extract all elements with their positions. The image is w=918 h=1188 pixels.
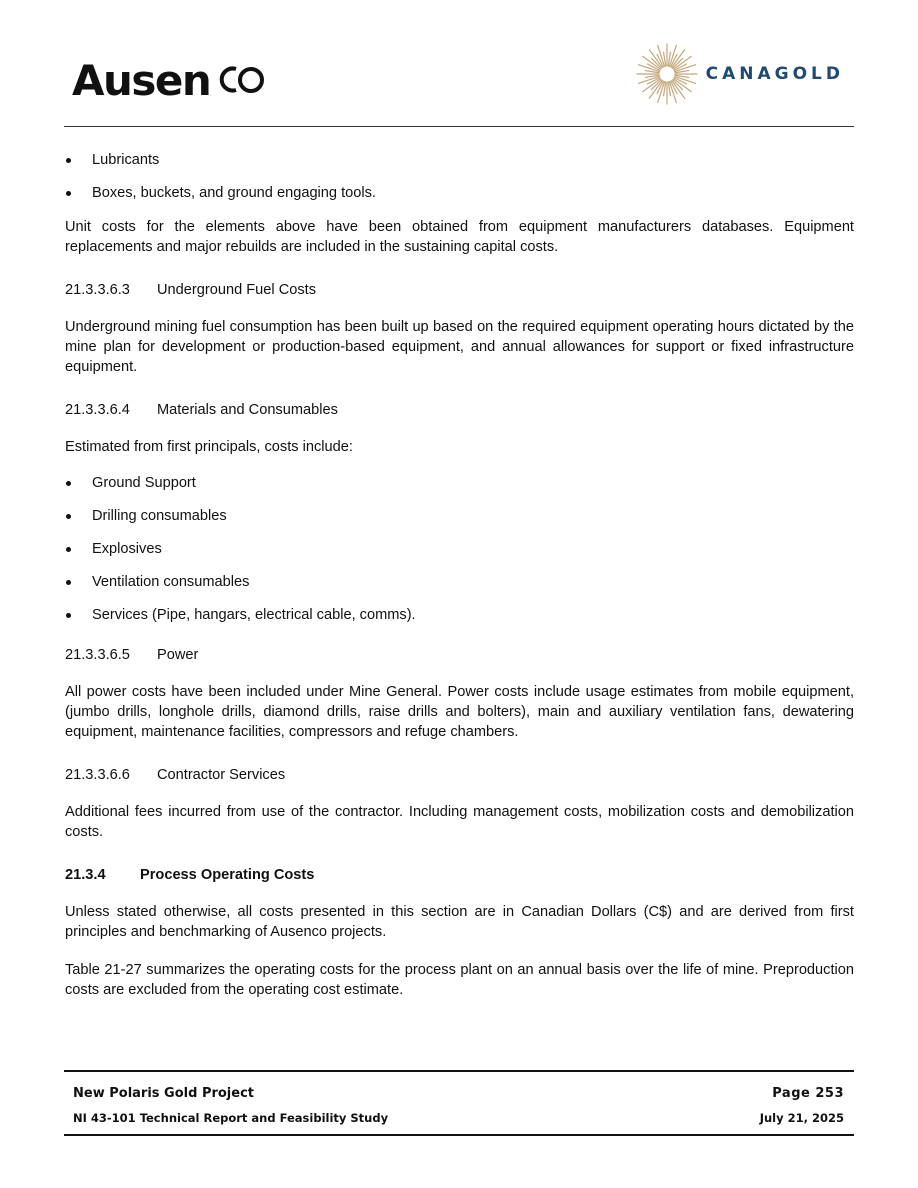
list-item: Explosives [65,539,854,559]
list-item: Ventilation consumables [65,572,854,592]
paragraph-process-2: Table 21-27 summarizes the operating costs for the process plant on an annual basis over the life of mine. Preproduction costs are excluded from the operating cost estimate. [65,962,854,998]
footer-project-name: New Polaris Gold Project [73,1086,255,1101]
canagold-logo-text: CANAGOLD [705,64,844,84]
footer-page-number: Page 253 [772,1086,844,1101]
section-number: 21.3.3.6.5 [65,647,130,663]
section-title: Underground Fuel Costs [157,282,316,298]
page-footer [64,1070,854,1136]
section-title: Process Operating Costs [140,867,315,883]
section-title: Power [157,647,199,663]
list-item: Ground Support [65,473,854,493]
document-body [65,150,854,1023]
paragraph-contractor: Additional fees incurred from use of the contractor. Including management costs, mobilization costs and demobilization costs. [65,804,854,840]
section-heading-contractor [65,765,854,785]
section-title: Contractor Services [157,767,286,783]
section-heading-process [65,865,854,885]
section-heading-power [65,645,854,665]
list-item: Lubricants [65,150,854,170]
ausenco-logo-text: Ausen [72,56,211,105]
section-heading-fuel [65,280,854,300]
canagold-logo [636,42,844,106]
paragraph-fuel: Underground mining fuel consumption has been built up based on the required equipment operating hours dictated by the mine plan for development or production-based equipment, and annual allowances for support or fixed infrastructure equipment. [65,319,854,375]
section-number: 21.3.3.6.6 [65,767,130,783]
paragraph-unit-costs: Unit costs for the elements above have been obtained from equipment manufacturers databases. Equipment replacements and major rebuilds are included in the sustaining capital costs. [65,219,854,255]
footer-date: July 21, 2025 [759,1111,844,1125]
section-title: Materials and Consumables [157,402,338,418]
paragraph-process-1: Unless stated otherwise, all costs presented in this section are in Canadian Dollars (C$) and are derived from first principles and benchmarking of Ausenco projects. [65,904,854,940]
section-number: 21.3.3.6.3 [65,282,130,298]
section-number: 21.3.4 [65,867,106,883]
paragraph-materials: Estimated from first principals, costs include: [65,439,353,455]
list-item: Services (Pipe, hangars, electrical cable, comms). [65,605,854,625]
page-header [64,40,854,127]
paragraph-power: All power costs have been included under Mine General. Power costs include usage estimates from mobile equipment, (jumbo drills, longhole drills, diamond drills, raise drills and bolters), main and auxiliary ventilation fans, dewatering equipment, maintenance facilities, compressors and refuge chambers. [65,684,854,740]
section-heading-materials [65,400,854,420]
list-item: Boxes, buckets, and ground engaging tools. [65,183,854,203]
sunburst-icon [636,42,698,106]
section-number: 21.3.3.6.4 [65,402,130,418]
list-item: Drilling consumables [65,506,854,526]
ausenco-logo [72,56,266,105]
ausenco-swirl-icon [212,63,266,95]
footer-report-title: NI 43-101 Technical Report and Feasibility Study [73,1111,389,1125]
